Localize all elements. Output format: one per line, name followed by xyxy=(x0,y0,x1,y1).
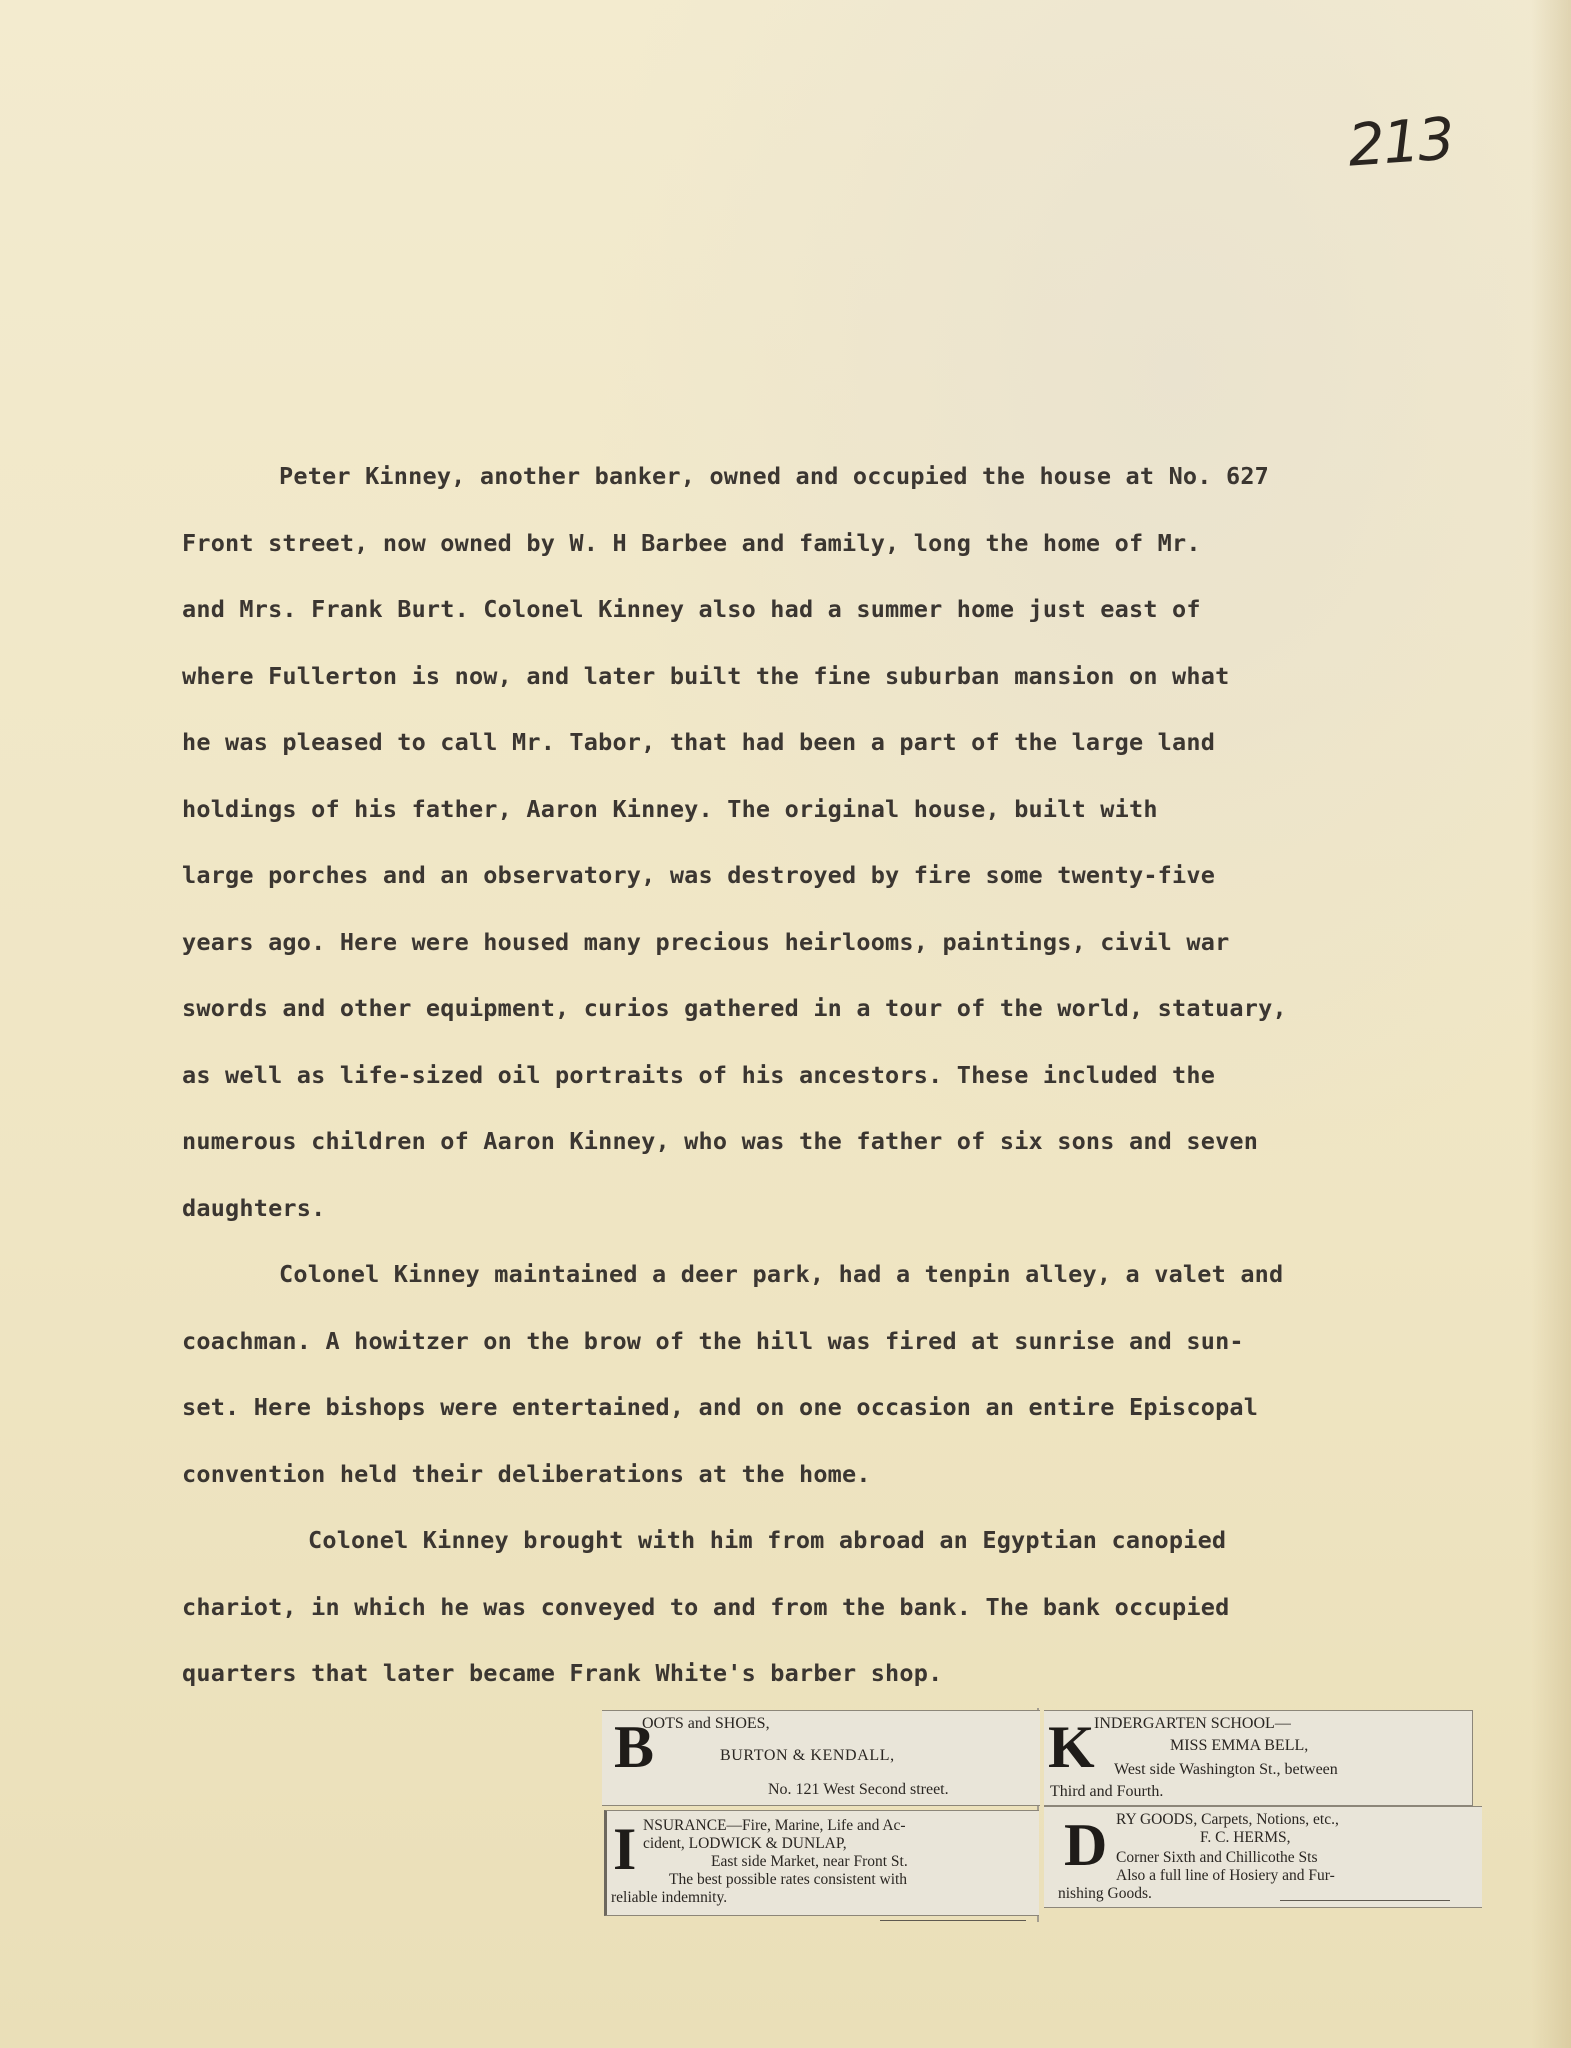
clipping-line: INDERGARTEN SCHOOL— xyxy=(1094,1715,1291,1732)
clipping-line: nishing Goods. xyxy=(1058,1885,1152,1902)
text-line: years ago. Here were housed many precious heirlooms, paintings, civil war xyxy=(182,927,1230,956)
clipping-rule xyxy=(880,1920,1026,1921)
clipping-line: West side Washington St., between xyxy=(1114,1761,1338,1778)
clipping-line: RY GOODS, Carpets, Notions, etc., xyxy=(1116,1811,1339,1828)
clipping-line: Third and Fourth. xyxy=(1050,1783,1164,1800)
clipping-insurance xyxy=(604,1810,1039,1916)
paragraph-1 xyxy=(182,443,1422,1241)
text-line: quarters that later became Frank White's barber shop. xyxy=(182,1659,943,1687)
text-line: Colonel Kinney maintained a deer park, had a tenpin alley, a valet and xyxy=(279,1260,1284,1288)
clipping-dry-goods xyxy=(1044,1806,1482,1908)
clipping-line: BURTON & KENDALL, xyxy=(720,1747,895,1764)
clipping-line: NSURANCE—Fire, Marine, Life and Ac- xyxy=(643,1817,906,1834)
text-line: where Fullerton is now, and later built the fine suburban mansion on what xyxy=(182,661,1230,690)
clipping-rule xyxy=(1280,1900,1450,1901)
drop-cap: B xyxy=(614,1714,655,1780)
paragraph-3 xyxy=(182,1507,1422,1707)
typescript-body xyxy=(182,443,1422,1707)
clipping-line: Also a full line of Hosiery and Fur- xyxy=(1116,1867,1335,1884)
clipping-line: OOTS and SHOES, xyxy=(642,1715,770,1732)
text-line: as well as life-sized oil portraits of his ancestors. These included the xyxy=(182,1060,1216,1089)
page-edge-shadow xyxy=(1531,0,1571,2048)
text-line: numerous children of Aaron Kinney, who was the father of six sons and seven xyxy=(182,1127,1259,1155)
clipping-line: East side Market, near Front St. xyxy=(711,1853,908,1870)
drop-cap: D xyxy=(1064,1812,1108,1878)
text-line: convention held their deliberations at the home. xyxy=(182,1459,871,1488)
text-line: coachman. A howitzer on the brow of the hill was fired at sunrise and sun- xyxy=(182,1326,1244,1355)
clipping-line: The best possible rates consistent with xyxy=(669,1871,908,1888)
text-line: Front street, now owned by W. H Barbee and family, long the home of Mr. xyxy=(182,528,1201,557)
text-line: holdings of his father, Aaron Kinney. The original house, built with xyxy=(182,794,1158,823)
clipping-line: Corner Sixth and Chillicothe Sts xyxy=(1116,1849,1318,1866)
clipping-boots-and-shoes xyxy=(602,1710,1040,1806)
text-line: he was pleased to call Mr. Tabor, that had been a part of the large land xyxy=(182,728,1216,756)
text-line: set. Here bishops were entertained, and on one occasion an entire Episcopal xyxy=(182,1393,1259,1421)
clipping-kindergarten-school xyxy=(1044,1710,1473,1806)
drop-cap: I xyxy=(613,1816,637,1882)
drop-cap: K xyxy=(1048,1714,1095,1780)
clipping-line: No. 121 West Second street. xyxy=(768,1781,949,1798)
text-line: daughters. xyxy=(182,1193,326,1222)
handwritten-page-number: 213 xyxy=(1345,104,1455,180)
paragraph-2 xyxy=(182,1241,1422,1507)
clipping-line: F. C. HERMS, xyxy=(1200,1829,1291,1846)
text-line: Peter Kinney, another banker, owned and occupied the house at No. 627 xyxy=(279,462,1270,490)
text-line: chariot, in which he was conveyed to and from the bank. The bank occupied xyxy=(182,1592,1230,1621)
clipping-line: reliable indemnity. xyxy=(611,1889,728,1906)
text-line: large porches and an observatory, was destroyed by fire some twenty-five xyxy=(182,861,1216,889)
text-line: Colonel Kinney brought with him from abroad an Egyptian canopied xyxy=(308,1526,1227,1554)
clipping-line: MISS EMMA BELL, xyxy=(1170,1737,1309,1754)
clipping-line: cident, LODWICK & DUNLAP, xyxy=(643,1835,847,1852)
text-line: and Mrs. Frank Burt. Colonel Kinney also had a summer home just east of xyxy=(182,595,1201,623)
text-line: swords and other equipment, curios gathered in a tour of the world, statuary, xyxy=(182,994,1287,1022)
